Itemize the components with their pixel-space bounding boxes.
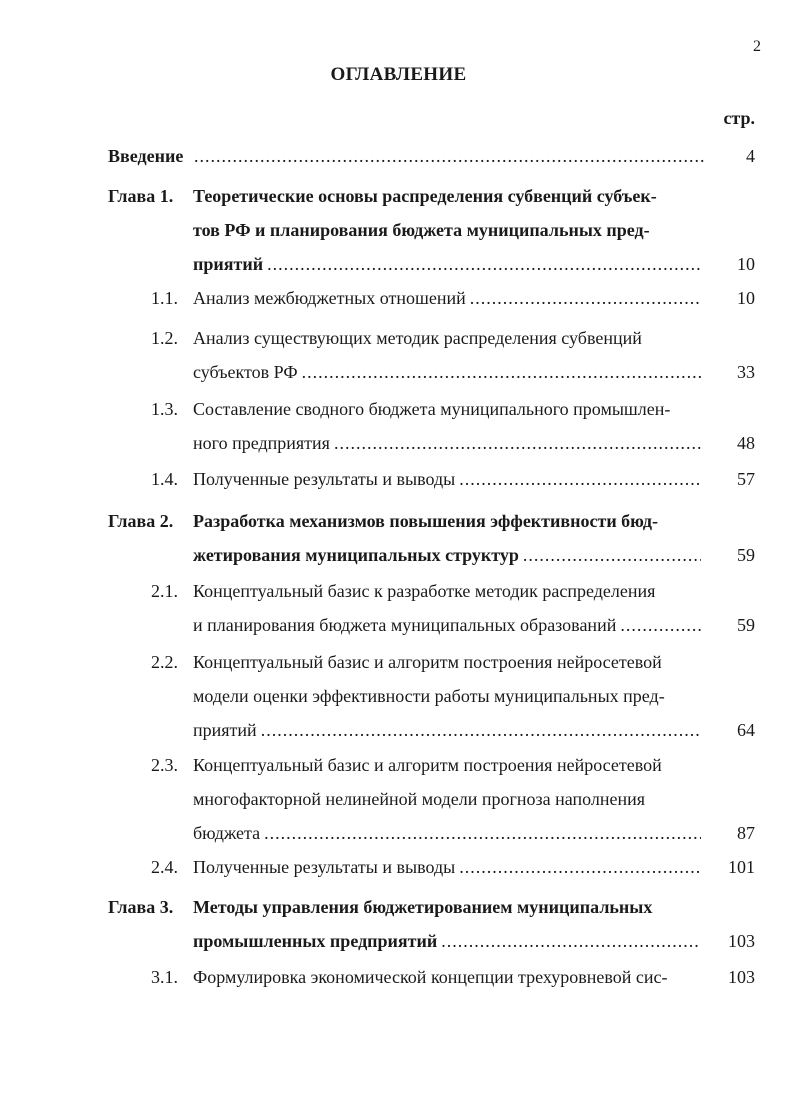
toc-entry-last-line	[193, 967, 705, 988]
toc-entry-last-line	[193, 615, 705, 636]
toc-entry[interactable]	[0, 755, 797, 857]
dot-leader	[264, 823, 701, 844]
section-number: 3.1.	[151, 967, 178, 987]
toc-entry-title: промышленных предприятий	[193, 931, 438, 951]
toc-entry[interactable]	[0, 399, 797, 467]
toc-entry-last-line	[190, 146, 710, 167]
toc-entry-title: Анализ межбюджетных отношений	[193, 288, 466, 308]
section-number: 1.2.	[151, 328, 178, 348]
toc-entry-text-line: Концептуальный базис и алгоритм построения нейросетевой	[193, 652, 662, 672]
toc-entry-text-line: Методы управления бюджетированием муниципальных	[193, 897, 653, 917]
toc-entry[interactable]	[0, 186, 797, 288]
toc-entry-text-line: Разработка механизмов повышения эффективности бюд-	[193, 511, 659, 531]
toc-entry-last-line	[193, 362, 705, 383]
dot-leader	[441, 931, 701, 952]
toc-entry[interactable]	[0, 146, 797, 180]
toc-entry-text-line: многофакторной нелинейной модели прогноза наполнения	[193, 789, 646, 809]
toc-entry-last-line	[193, 857, 705, 878]
toc-entry-last-line	[193, 931, 705, 952]
toc-page-number: 103	[728, 967, 755, 987]
toc-page-number: 57	[737, 469, 755, 489]
dot-leader	[523, 545, 701, 566]
chapter-number: Глава 3.	[108, 897, 174, 917]
intro-label: Введение	[108, 146, 184, 166]
toc-entry[interactable]	[0, 511, 797, 579]
toc-entry-last-line	[193, 288, 705, 309]
toc-page-number: 101	[728, 857, 755, 877]
toc-entry-text-line: тов РФ и планирования бюджета муниципальных пред-	[193, 220, 650, 240]
toc-page-number: 33	[737, 362, 755, 382]
dot-leader	[459, 857, 701, 878]
toc-entry[interactable]	[0, 967, 797, 1001]
toc-entry-title: жетирования муниципальных структур	[193, 545, 519, 565]
toc-entry-title: приятий	[193, 720, 257, 740]
toc-entry-text-line: Анализ существующих методик распределения субвенций	[193, 328, 642, 348]
toc-entry-last-line	[193, 433, 705, 454]
toc-entry-last-line	[193, 469, 705, 490]
toc-entry-last-line	[193, 823, 705, 844]
page-title: ОГЛАВЛЕНИЕ	[330, 64, 467, 85]
dot-leader	[302, 362, 701, 383]
toc-entry[interactable]	[0, 581, 797, 649]
toc-entry[interactable]	[0, 288, 797, 322]
toc-page-number: 87	[737, 823, 755, 843]
toc-entry-text-line: модели оценки эффективности работы муниципальных пред-	[193, 686, 665, 706]
dot-leader	[261, 720, 701, 741]
toc-entry-text-line: Концептуальный базис к разработке методик распределения	[193, 581, 656, 601]
section-number: 2.4.	[151, 857, 178, 877]
page-number: 2	[753, 38, 761, 55]
dot-leader	[470, 288, 701, 309]
dot-leader	[194, 146, 706, 167]
toc-entry-title: и планирования бюджета муниципальных образований	[193, 615, 617, 635]
toc-page-number: 59	[737, 615, 755, 635]
section-number: 1.3.	[151, 399, 178, 419]
section-number: 2.1.	[151, 581, 178, 601]
toc-entry[interactable]	[0, 897, 797, 965]
toc-entry-title: субъектов РФ	[193, 362, 298, 382]
toc-entry[interactable]	[0, 469, 797, 503]
section-number: 1.4.	[151, 469, 178, 489]
section-number: 2.2.	[151, 652, 178, 672]
toc-entry-text-line: Теоретические основы распределения субвенций субъек-	[193, 186, 657, 206]
dot-leader	[267, 254, 701, 275]
toc-page-number: 10	[737, 254, 755, 274]
toc-entry-title: ного предприятия	[193, 433, 330, 453]
toc-entry-title: бюджета	[193, 823, 261, 843]
toc-entry-last-line	[193, 720, 705, 741]
toc-entry-text-line: Концептуальный базис и алгоритм построения нейросетевой	[193, 755, 662, 775]
page-column-label: стр.	[723, 108, 755, 128]
section-number: 1.1.	[151, 288, 178, 308]
toc-page-number: 48	[737, 433, 755, 453]
chapter-number: Глава 1.	[108, 186, 174, 206]
section-number: 2.3.	[151, 755, 178, 775]
dot-leader	[459, 469, 701, 490]
toc-entry[interactable]	[0, 652, 797, 754]
dot-leader	[620, 615, 701, 636]
toc-entry[interactable]	[0, 328, 797, 396]
toc-entry-last-line	[193, 254, 705, 275]
toc-entry-text-line: Составление сводного бюджета муниципального промышлен-	[193, 399, 671, 419]
toc-page-number: 10	[737, 288, 755, 308]
toc-page-number: 4	[746, 146, 755, 166]
toc-page-number: 64	[737, 720, 755, 740]
toc-entry-title: приятий	[193, 254, 264, 274]
dot-leader	[334, 433, 701, 454]
toc-page-number: 59	[737, 545, 755, 565]
chapter-number: Глава 2.	[108, 511, 174, 531]
toc-entry-title: Полученные результаты и выводы	[193, 469, 456, 489]
toc-page-number: 103	[728, 931, 755, 951]
toc-entry-title: Полученные результаты и выводы	[193, 857, 456, 877]
toc-entry-last-line	[193, 545, 705, 566]
toc-entry[interactable]	[0, 857, 797, 891]
toc-entry-title: Формулировка экономической концепции трехуровневой сис-	[193, 967, 668, 987]
